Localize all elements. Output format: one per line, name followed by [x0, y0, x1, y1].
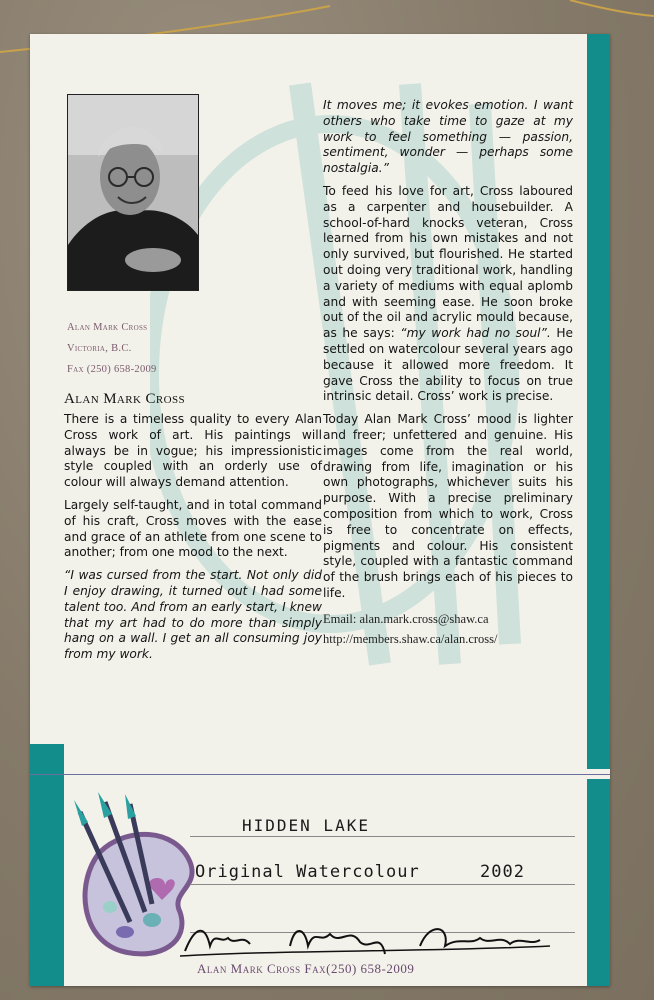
- artist-quote-end: It moves me; it evokes emotion. I want others who take time to gaze at my work to feel something — passion, sentiment, wonder — perhaps some nostalgia.”: [323, 98, 573, 176]
- bio-right-column: [323, 98, 573, 649]
- bio-left-column: [64, 412, 322, 670]
- artist-name-small: Alan Mark Cross: [67, 322, 148, 333]
- bio-paragraph: [323, 184, 573, 405]
- artist-fax: Fax (250) 658-2009: [67, 364, 157, 375]
- soul-quote: “my work had no soul”.: [400, 326, 551, 341]
- footer-contact: Alan Mark Cross Fax(250) 658-2009: [197, 961, 415, 976]
- website-link[interactable]: http://members.shaw.ca/alan.cross/: [323, 631, 498, 646]
- artist-quote-start: “I was cursed from the start. Not only did I enjoy drawing, it turned out I had some talent too. And from an early start, I knew that my art had to do more than simply hang on a wall. I get an all consuming joy from my work.: [64, 568, 322, 662]
- artist-identification: [67, 317, 267, 380]
- teal-band-top-right: [587, 34, 610, 769]
- bio-paragraph: Largely self-taught, and in total command of his craft, Cross moves with the ease and grace of an athlete from one scene to another; from one mood to the next.: [64, 497, 322, 560]
- painting-title: HIDDEN LAKE: [242, 816, 370, 835]
- bio-paragraph: There is a timeless quality to every Alan Cross work of art. His paintings will always be in vogue; his impressionistic style coupled with an orderly use of colour will always demand attention.: [64, 412, 322, 490]
- artist-card: [30, 34, 610, 986]
- bio-text: To feed his love for art, Cross laboured as a carpenter and housebuilder. A school-of-hard knocks veteran, Cross learned from his own mistakes and not only survived, but flourished. He started out doing very traditional work, handling a variety of mediums with equal aplomb and with seeming ease. He soon broke out of the oil and acrylic mould because, as he says:: [323, 183, 573, 341]
- teal-band-bottom-left: [30, 744, 64, 986]
- email-link[interactable]: Email: alan.mark.cross@shaw.ca: [323, 611, 489, 626]
- fold-line: [30, 774, 610, 775]
- medium-line: [190, 884, 575, 885]
- bio-paragraph: Today Alan Mark Cross’ mood is lighter and freer; unfettered and genuine. His images come from the real world, drawing from life, imagination or his own photographs, whichever suits his purpose. With a precise preliminary composition from which to work, Cross is free to concentrate on effects, pigments and colour. His consistent style, coupled with a fantastic command of the brush brings each of his pieces to life.: [323, 412, 573, 600]
- bio-heading: Alan Mark Cross: [64, 391, 186, 407]
- artist-signature: [180, 916, 560, 966]
- teal-band-bottom-right: [587, 779, 610, 986]
- painting-year: 2002: [480, 862, 525, 882]
- title-line: [190, 836, 575, 837]
- artist-photo: [67, 94, 199, 291]
- painting-medium: Original Watercolour: [195, 862, 420, 882]
- bio-text: He settled on watercolour several years ago because it allowed more freedom. It gave Cross the ability to focus on true intrinsic detail. Cross’ work is precise.: [323, 326, 573, 404]
- artist-location: Victoria, B.C.: [67, 343, 132, 354]
- contact-block: [323, 609, 573, 649]
